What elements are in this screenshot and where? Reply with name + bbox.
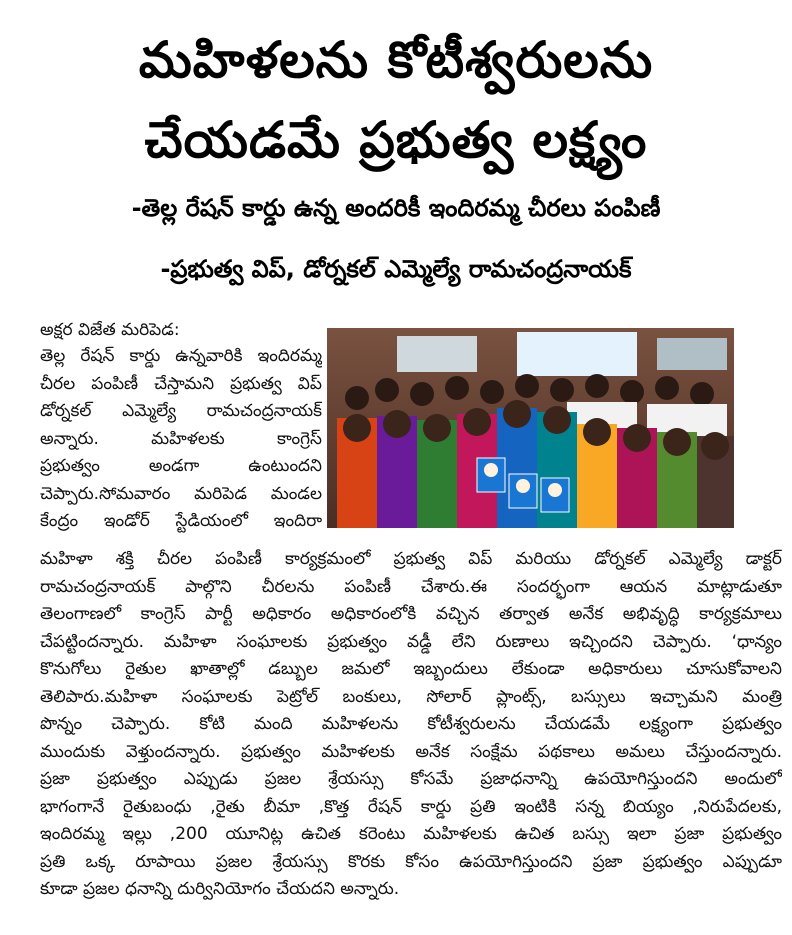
paragraph-line: అన్నారు. మహిళలకు కాంగ్రెస్ — [40, 428, 322, 449]
paragraph-line: కేంద్రం ఇండోర్ స్టేడియంలో ఇందిరా — [40, 511, 322, 531]
paragraph-line: ప్రభుత్వం అండగా ఉంటుందని — [40, 456, 322, 476]
paragraph-line: కొనుగోలు రైతుల ఖాతాల్లో డబ్బుల జమలో ఇబ్బందులు లేకుండా అధికారులు చూసుకోవాలని — [40, 659, 782, 679]
paragraph-line: డోర్నకల్ ఎమ్మెల్యే రామచంద్రనాయక్ — [40, 401, 322, 421]
paragraph-line: ఇందిరమ్మ ఇల్లు ,200 యూనిట్ల ఉచిత కరెంటు మహిళలకు ఉచిత బస్సు ఇలా ప్రజా ప్రభుత్వం — [40, 824, 782, 844]
paragraph-line: ప్రతి ఒక్క రూపాయి ప్రజల శ్రేయస్సు కొరకు కోసం ఉపయోగిస్తుందని ప్రజా ప్రభుత్వం ఎప్పుడూ — [40, 851, 782, 872]
paragraph-line: కూడా ప్రజల ధనాన్ని దుర్వినియోగం చేయదని అన్నారు. — [40, 879, 400, 899]
news-photo-graphic — [327, 328, 734, 528]
paragraph-line: ముందుకు వెళ్తుందన్నారు. ప్రభుత్వం మహిళలకు అనేక సంక్షేమ పథకాలు అమలు చేస్తుందన్నారు. — [40, 741, 782, 762]
paragraph-line: తెలిపారు.మహిళా సంఘాలకు పెట్రోల్ బంకులు, సోలార్ ప్లాంట్స్, బస్సులు ఇచ్చామని మంత్రి — [40, 686, 782, 707]
body-paragraph — [40, 546, 782, 904]
subheading-1: -తెల్ల రేషన్ కార్డు ఉన్న అందరికీ ఇందిరమ్మ చీరలు పంపిణీ — [131, 194, 661, 222]
paragraph-line: రామచంద్రనాయక్ పాల్గొని చీరలను పంపిణీ చేశారు.ఈ సందర్భంగా ఆయన మాట్లాడుతూ — [40, 576, 782, 597]
intro-paragraph — [40, 343, 322, 536]
paragraph-line: తెలంగాణలో కాంగ్రెస్ పార్టీ అధికారం అధికారంలోకి వచ్చిన తర్వాత అనేక అభివృద్ధి కార్యక్రమాలు — [40, 604, 782, 624]
headline-line-1: మహిళలను కోటీశ్వరులను — [138, 31, 654, 89]
news-photo — [327, 328, 734, 528]
subheading-2: -ప్రభుత్వ విప్, డోర్నకల్ ఎమ్మెల్యే రామచంద్రనాయక్ — [160, 255, 632, 283]
paragraph-line: ప్రజా ప్రభుత్వం ఎప్పుడు ప్రజల శ్రేయస్సు కోసమే ప్రజాధనాన్ని ఉపయోగిస్తుందని అందులో — [40, 769, 782, 789]
paragraph-line: మహిళా శక్తి చీరల పంపిణీ కార్యక్రమంలో ప్రభుత్వ విప్ మరియు డోర్నకల్ ఎమ్మెల్యే డాక్టర్ — [40, 549, 782, 569]
paragraph-line: చేపట్టిందన్నారు. మహిళా సంఘాలకు ప్రభుత్వం వడ్డీ లేని రుణాలు ఇచ్చిందని చెప్పారు. ‘ధాన్యం — [40, 631, 782, 652]
byline: అక్షర విజేత మరిపెడ: — [40, 320, 180, 340]
paragraph-line: పొన్నం చెప్పారు. కోటి మంది మహిళలను కోటీశ్వరులను చేయడమే లక్ష్యంగా ప్రభుత్వం — [40, 714, 782, 734]
paragraph-line: తెల్ల రేషన్ కార్డు ఉన్నవారికి ఇందిరమ్మ — [40, 346, 322, 366]
paragraph-line: చీరల పంపిణీ చేస్తామని ప్రభుత్వ విప్ — [40, 373, 322, 394]
paragraph-line: భాగంగానే రైతుబంధు ,రైతు బీమా ,కొత్త రేషన్ కార్డు ప్రతి ఇంటికి సన్న బియ్యం ,నిరుపేదలకు, — [40, 796, 782, 817]
headline-line-2: చేయడమే ప్రభుత్వ లక్ష్యం — [144, 111, 648, 169]
paragraph-line: చెప్పారు.సోమవారం మరిపెడ మండల — [40, 483, 322, 504]
